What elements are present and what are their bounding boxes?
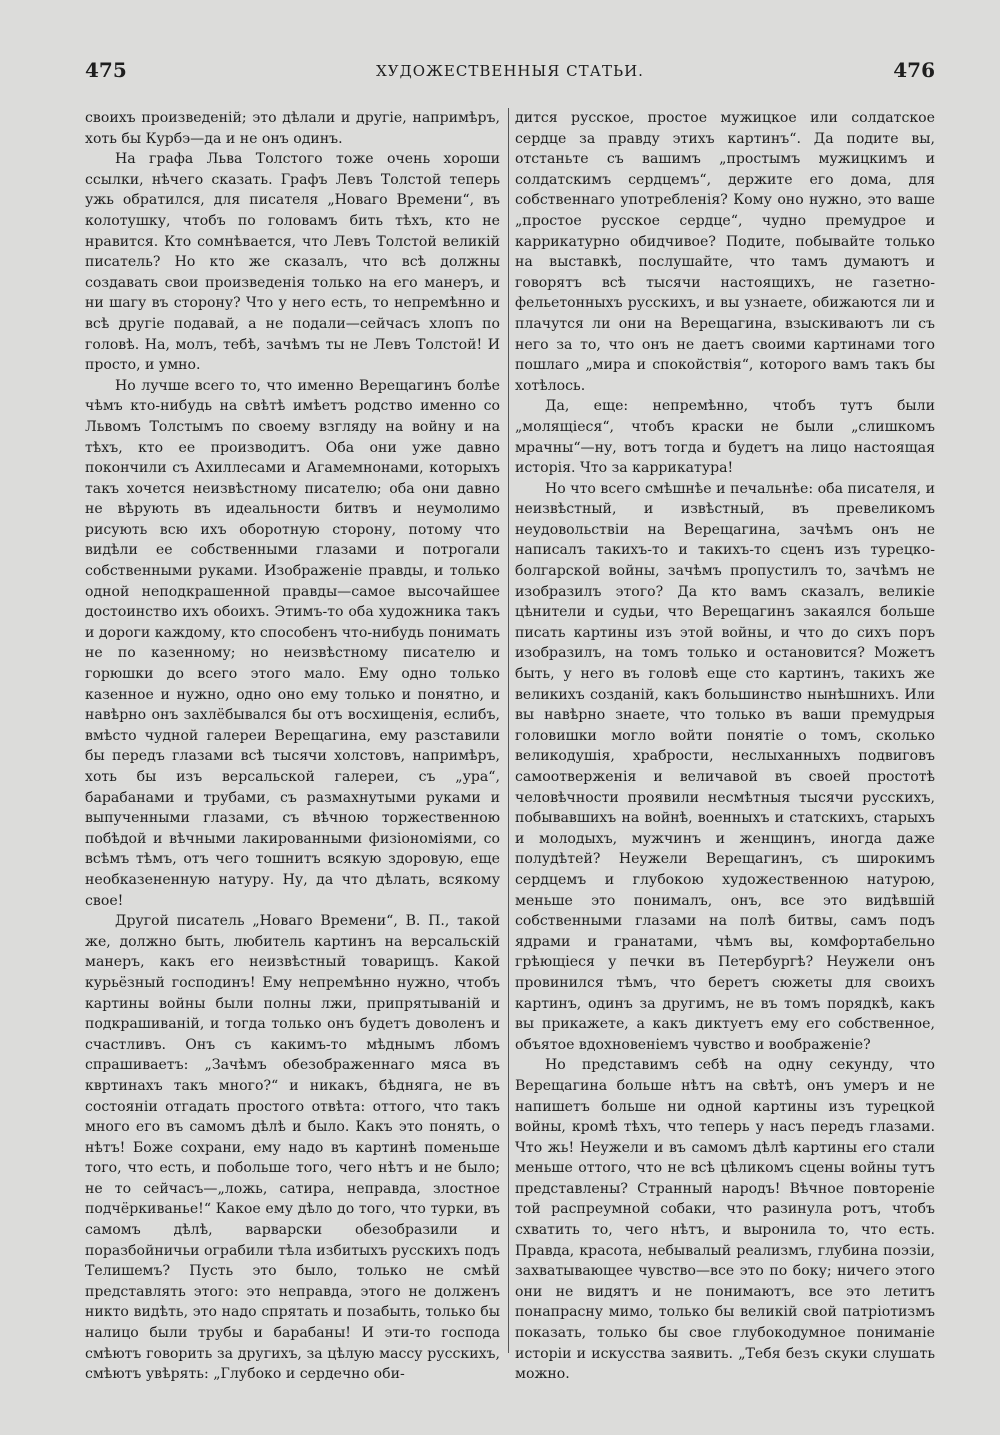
page-number-left: 475 <box>85 58 127 82</box>
paragraph: Другой писатель „Новаго Времени“, В. П., такой же, должно быть, любитель картинъ на версальскій манеръ, какъ его неизвѣстный товарищъ. Какой курьёзный господинъ! Ему непремѣнно нужно, чтобъ картины войны были полны лжи, припрятываній и подкрашиваній, и тогда только онъ будетъ доволенъ и счастливъ. Онъ съ какимъ-то мѣднымъ лбомъ спрашиваетъ: „Зачѣмъ обезображеннаго мяса въ квртинахъ такъ много?“ и никакъ, бѣдняга, не въ состояніи отгадать простого отвѣта: оттого, что такъ много его въ самомъ дѣлѣ и было. Какъ это понять, о нѣтъ! Боже сохрани, ему надо въ картинѣ поменьше того, что есть, и побольше того, чего нѣтъ и не было; не то сейчасъ—„ложь, сатира, неправда, злостное подчёркиванье!“ Какое ему дѣло до того, что турки, въ самомъ дѣлѣ, варварски обезобразили и поразбойничьи ограбили тѣла избитыхъ русскихъ подъ Телишемъ? Пусть это было, только не смѣй представлять этого: это неправда, этого не долженъ никто видѣть, это надо спрятать и позабыть, только бы налицо были трубы и барабаны! И эти-то господа смѣютъ говорить за другихъ, за цѣлую массу русскихъ, смѣютъ увѣрять: „Глубоко и сердечно оби- <box>85 913 500 1383</box>
page-header <box>85 58 935 88</box>
paragraph: Да, еще: непремѣнно, чтобъ тутъ были „молящіеся“, чтобъ краски не были „слишкомъ мрачны“—ну, вотъ тогда и будетъ на лицо настоящая исторія. Что за каррикатура! <box>515 398 935 477</box>
paragraph: На графа Льва Толстого тоже очень хороши ссылки, нѣчего сказать. Графъ Левъ Толстой теперь ужь обратился, для писателя „Новаго Времени“, въ колотушку, чтобъ по головамъ бить тѣхъ, кто не нравится. Кто сомнѣвается, что Левъ Толстой великій писатель? Но кто же сказалъ, что всѣ должны создавать свои произведенія только на его манеръ, и ни шагу въ сторону? Что у него есть, то непремѣнно и всѣ другіе подавай, а не подали—сейчасъ хлопъ по головѣ. На, молъ, тебѣ, зачѣмъ ты не Левъ Толстой! И просто, и умно. <box>85 151 500 374</box>
column-divider <box>508 108 509 1353</box>
paragraph: дится русское, простое мужицкое или солдатское сердце за правду этихъ картинъ“. Да подите вы, отстаньте съ вашимъ „простымъ мужицкимъ и солдатскимъ сердцемъ“, держите его дома, для собственнаго употребленія? Кому оно нужно, это ваше „простое русское сердце“, чудно премудрое и каррикатурно обидчивое? Подите, побывайте только на выставкѣ, послушайте, что тамъ думаютъ и говорятъ всѣ тысячи настоящихъ, не газетно-фельетонныхъ русскихъ, и вы узнаете, обижаются ли и плачутся ли они на Верещагина, взыскиваютъ ли съ него за то, что онъ не даетъ своими картинами того пошлаго „мира и спокойствія“, которого вамъ такъ бы хотѣлось. <box>515 110 935 394</box>
paragraph: Но лучше всего то, что именно Верещагинъ болѣе чѣмъ кто-нибудь на свѣтѣ имѣетъ родство именно со Львомъ Толстымъ по своему взгляду на войну и на тѣхъ, кто ее производитъ. Оба они уже давно покончили съ Ахиллесами и Агамемнонами, которыхъ такъ хочется неизвѣстному писателю; оба они давно не вѣрують въ идеальности битвъ и неумолимо рисують всю ихъ оборотную сторону, потому что видѣли ее собственными глазами и потрогали собственными руками. Изображеніе правды, и только одной неподкрашенной правды—самое высочайшее достоинство ихъ обоихъ. Этимъ-то оба художника такъ и дороги каждому, кто способенъ что-нибудь понимать не по казенному; но неизвѣстному писателю и горюшки до всего этого мало. Ему одно только казенное и нужно, одно оно ему только и понятно, и навѣрно онъ захлёбывался бы отъ восхищенія, еслибъ, вмѣсто чудной галереи Верещагина, ему разставили бы передъ глазами всѣ тысячи холстовъ, напримѣръ, хоть бы изъ версальской галереи, съ „ура“, барабанами и трубами, съ размахнутыми руками и выпученными глазами, съ вѣчною торжественною побѣдой и вѣчными лакированными физіономіями, со всѣмъ тѣмъ, отъ чего тошнитъ всякую здоровую, еще необказененную натуру. Ну, да что дѣлать, всякому свое! <box>85 377 501 909</box>
right-column <box>515 108 935 1385</box>
paragraph: своихъ произведеній; это дѣлали и другіе, напримѣръ, хоть бы Курбэ—да и не онъ одинъ. <box>85 110 500 147</box>
running-title: ХУДОЖЕСТВЕННЫЯ СТАТЬИ. <box>376 62 644 80</box>
left-column <box>85 108 500 1385</box>
paragraph: Но что всего смѣшнѣе и печальнѣе: оба писателя, и неизвѣстный, и извѣстный, въ превеликомъ неудовольствіи на Верещагина, зачѣмъ онъ не написалъ такихъ-то и такихъ-то сценъ изъ турецко-болгарской войны, зачѣмъ пропустилъ то, зачѣмъ не изобразилъ этого? Да кто вамъ сказалъ, великіе цѣнители и судьи, что Верещагинъ закаялся больше писать картины изъ этой войны, и что до сихъ поръ изобразилъ, на томъ только и остановится? Можетъ быть, у него въ головѣ еще сто картинъ, такихъ же великихъ созданій, какъ большинство нынѣшнихъ. Или вы навѣрно знаете, что только въ ваши премудрыя головишки могло войти понятіе о томъ, сколько великодушія, храбрости, неслыханныхъ подвиговъ самоотверженія и величавой въ своей простотѣ человѣчности проявили несмѣтныя тысячи русскихъ, побывавшихъ на войнѣ, военныхъ и статскихъ, старыхъ и молодыхъ, мужчинъ и женщинъ, иногда даже полудѣтей? Неужели Верещагинъ, съ широкимъ сердцемъ и глубокою художественною натурою, меньше это понималъ, онъ, все это видѣвшій собственными глазами на полѣ битвы, самъ подъ ядрами и гранатами, чѣмъ вы, комфортабельно грѣющіеся у печки въ Петербургѣ? Неужели онъ провинился тѣмъ, что беретъ сюжеты для своихъ картинъ, одинъ за другимъ, не въ томъ порядкѣ, какъ вы прикажете, а какъ диктуетъ ему его собственное, объятое вдохновеніемъ чувство и воображеніе? <box>515 480 935 1053</box>
page-number-right: 476 <box>893 58 935 82</box>
paragraph: Но представимъ себѣ на одну секунду, что Верещагина больше нѣтъ на свѣтѣ, онъ умеръ и не напишетъ больше ни одной картины изъ турецкой войны, кромѣ тѣхъ, что теперь у насъ передъ глазами. Что жь! Неужели и въ самомъ дѣлѣ картины его стали меньше оттого, что не всѣ цѣликомъ сцены войны тутъ представлены? Странный народъ! Вѣчное повтореніе той распреумной собаки, что разинула ротъ, чтобъ схватить то, чего нѣтъ, и выронила то, что есть. Правда, красота, небывалый реализмъ, глубина поэзіи, захватывающее чувство—все это по боку; ничего этого они не видятъ и не понимаютъ, все это летитъ понапрасну мимо, только бы великій свой патріотизмъ показать, только бы свое глубокодумное пониманіе исторіи и искусства заявить. „Тебя безъ скуки слушать можно. <box>515 1057 935 1383</box>
